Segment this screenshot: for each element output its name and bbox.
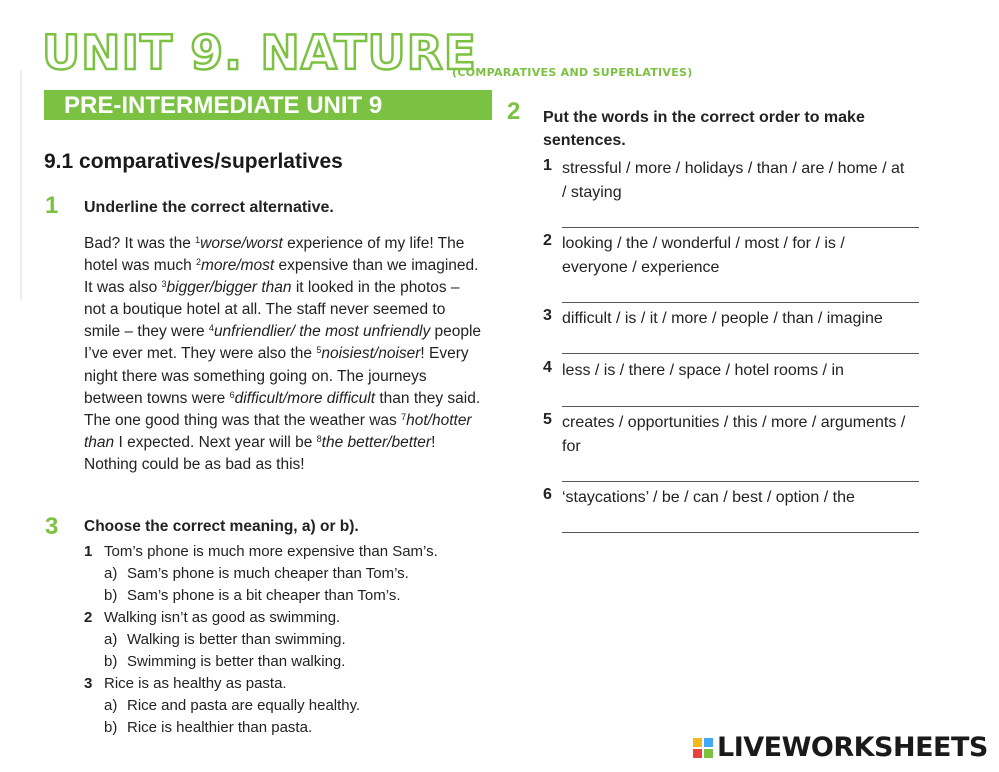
alternative-choice[interactable]: noisiest/noiser — [321, 345, 421, 363]
question-number: 1 — [84, 543, 93, 560]
liveworksheets-logo-icon — [693, 738, 713, 758]
passage-text: Bad? It was the — [84, 235, 196, 252]
gap-number: 7 — [401, 411, 407, 422]
option-a[interactable] — [84, 563, 494, 585]
item-words: creates / opportunities / this / more / arguments / for — [562, 414, 906, 455]
passage-text: ! Every night there was something going on. The journeys between towns were — [84, 345, 469, 407]
answer-line[interactable] — [562, 406, 919, 407]
passage-text: I expected. Next year will be — [114, 433, 317, 451]
option-text: Rice and pasta are equally healthy. — [127, 697, 361, 714]
alternative-choice[interactable]: bigger/bigger than — [166, 279, 292, 297]
alternative-choice[interactable]: difficult/more difficult — [234, 389, 376, 407]
option-text: Swimming is better than walking. — [127, 653, 346, 670]
exercise-3-questions — [84, 541, 494, 739]
question-number: 3 — [84, 675, 93, 692]
option-label: b) — [104, 719, 118, 736]
exercise-3-number: 3 — [45, 513, 59, 540]
question-1 — [84, 541, 494, 563]
item-number: 5 — [543, 411, 552, 428]
unit-subtitle: (COMPARATIVES AND SUPERLATIVES) — [452, 66, 693, 79]
option-label: a) — [104, 565, 118, 582]
option-label: b) — [104, 587, 118, 604]
option-text: Sam’s phone is much cheaper than Tom’s. — [127, 565, 409, 582]
passage-text: it looked in the photos – not a boutique hotel at all. The staff never seemed to smile – they were — [84, 279, 460, 341]
brand-name: LIVEWORKSHEETS — [717, 732, 988, 763]
item-number: 1 — [543, 157, 552, 174]
section-title: 9.1 comparatives/superlatives — [44, 150, 343, 173]
question-3 — [84, 673, 494, 695]
question-number: 2 — [84, 609, 93, 626]
gap-number: 8 — [316, 433, 322, 444]
exercise-1-passage — [84, 233, 484, 476]
item-words: ‘staycations’ / be / can / best / option / the — [562, 489, 855, 506]
option-a[interactable] — [84, 629, 494, 651]
option-text: Walking is better than swimming. — [127, 631, 346, 648]
option-text: Rice is healthier than pasta. — [127, 719, 313, 736]
question-text: Rice is as healthy as pasta. — [104, 675, 287, 692]
answer-line[interactable] — [562, 481, 919, 482]
item-words: stressful / more / holidays / than / are / home / at / staying — [562, 160, 905, 201]
passage-text: expensive than we imagined. It was also — [84, 257, 479, 297]
exercise-1-number: 1 — [45, 192, 59, 219]
item-words: looking / the / wonderful / most / for / is / everyone / experience — [562, 235, 845, 276]
question-2 — [84, 607, 494, 629]
option-b[interactable] — [84, 585, 494, 607]
item-number: 6 — [543, 486, 552, 503]
question-text: Walking isn’t as good as swimming. — [104, 609, 341, 626]
exercise-2-heading: Put the words in the correct order to make sentences. — [543, 109, 865, 149]
item-number: 3 — [543, 307, 552, 324]
alternative-choice[interactable]: unfriendlier/ the most unfriendly — [213, 323, 431, 341]
option-a[interactable] — [84, 695, 494, 717]
option-text: Sam’s phone is a bit cheaper than Tom’s. — [127, 587, 401, 604]
answer-line[interactable] — [562, 227, 919, 228]
question-text: Tom’s phone is much more expensive than Sam’s. — [104, 543, 438, 560]
exercise-2-number: 2 — [507, 98, 521, 125]
passage-text: ! Nothing could be as bad as this! — [84, 433, 436, 473]
gap-number: 3 — [161, 279, 167, 290]
item-words: difficult / is / it / more / people / than / imagine — [562, 310, 883, 327]
gap-number: 4 — [208, 323, 214, 334]
level-banner — [44, 90, 492, 120]
item-words: less / is / there / space / hotel rooms / in — [562, 362, 844, 379]
passage-text: experience of my life! The hotel was much — [84, 235, 465, 275]
exercise-1-heading: Underline the correct alternative. — [84, 199, 334, 216]
passage-text: than they said. The one good thing was that the weather was — [84, 389, 481, 429]
exercise-3-heading: Choose the correct meaning, a) or b). — [84, 518, 359, 535]
item-number: 4 — [543, 359, 552, 376]
unit-title: UNIT 9. NATURE — [42, 26, 477, 81]
level-banner-text: PRE-INTERMEDIATE UNIT 9 — [64, 92, 383, 119]
option-label: a) — [104, 697, 118, 714]
gap-number: 5 — [316, 345, 322, 356]
option-b[interactable] — [84, 651, 494, 673]
alternative-choice[interactable]: the better/better — [321, 433, 432, 451]
alternative-choice[interactable]: more/most — [201, 257, 275, 275]
passage-text: people I’ve ever met. They were also the — [84, 323, 482, 363]
option-label: b) — [104, 653, 118, 670]
option-b[interactable] — [84, 717, 494, 739]
gap-number: 2 — [196, 257, 202, 268]
gap-number: 6 — [229, 389, 235, 400]
answer-line[interactable] — [562, 353, 919, 354]
option-label: a) — [104, 631, 118, 648]
answer-line[interactable] — [562, 302, 919, 303]
gap-number: 1 — [195, 235, 201, 245]
alternative-choice[interactable]: hot/hotter than — [84, 411, 472, 451]
page-edge-line — [20, 70, 22, 300]
item-number: 2 — [543, 232, 552, 249]
answer-line[interactable] — [562, 532, 919, 533]
alternative-choice[interactable]: worse/worst — [200, 235, 283, 252]
